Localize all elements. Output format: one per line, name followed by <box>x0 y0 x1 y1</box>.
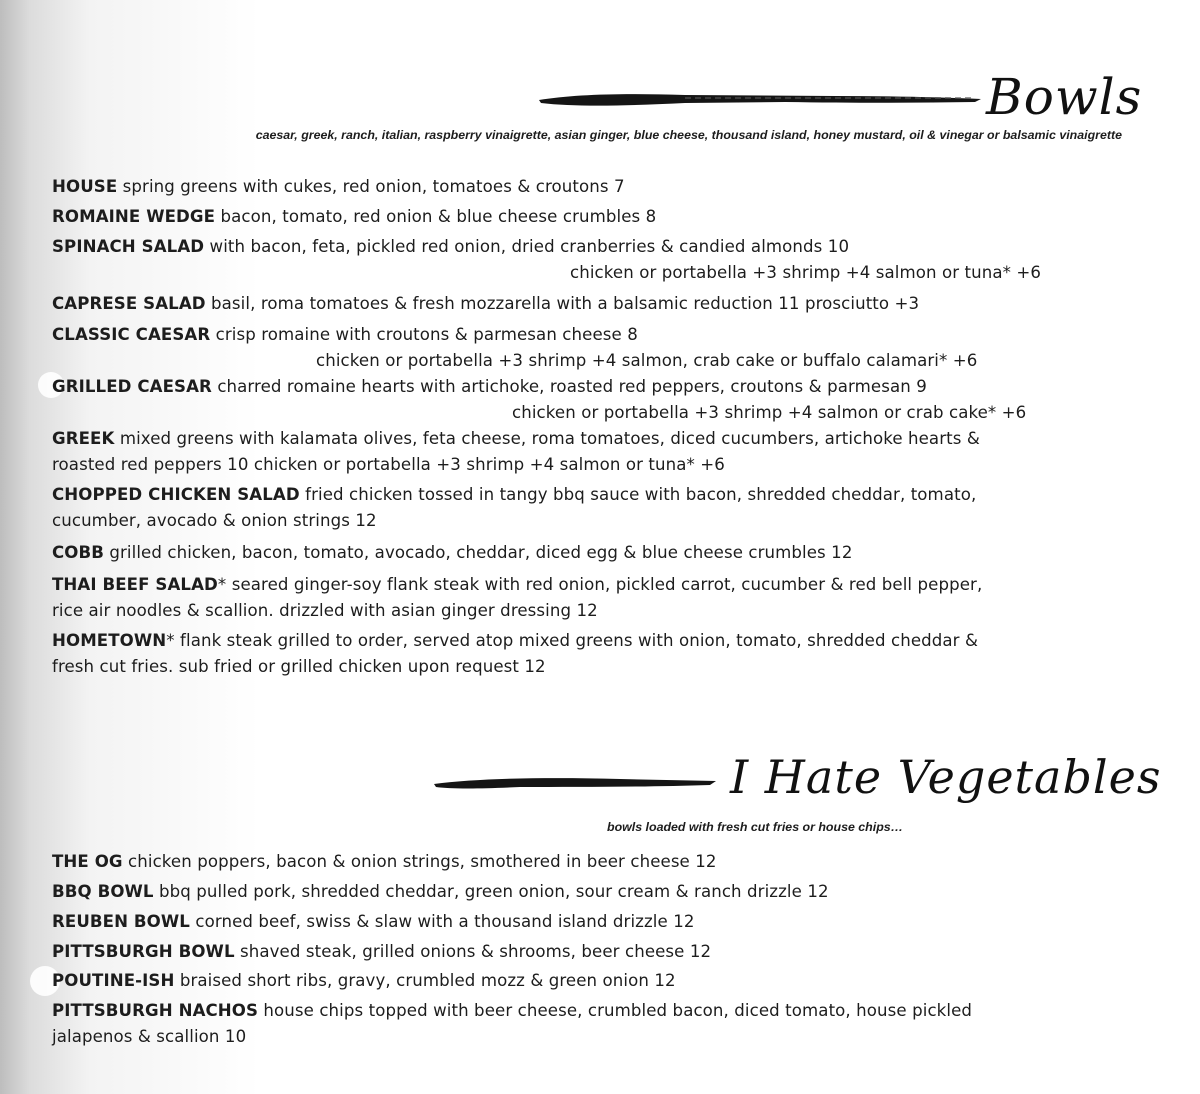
menu-item <box>52 428 980 450</box>
menu-item <box>52 941 711 963</box>
item-description: fried chicken tossed in tangy bbq sauce with bacon, shredded cheddar, tomato, <box>305 485 977 504</box>
item-name: ROMAINE WEDGE <box>52 207 216 226</box>
menu-item <box>52 911 695 933</box>
menu-item <box>52 970 676 992</box>
brush-stroke-divider <box>535 86 985 112</box>
item-name: HOMETOWN <box>52 631 167 650</box>
item-description: bbq pulled pork, shredded cheddar, green onion, sour cream & ranch drizzle 12 <box>159 882 829 901</box>
menu-item <box>52 376 927 398</box>
item-description: crisp romaine with croutons & parmesan cheese 8 <box>215 325 638 344</box>
item-description: bacon, tomato, red onion & blue cheese crumbles 8 <box>220 207 657 226</box>
item-description: chicken poppers, bacon & onion strings, smothered in beer cheese 12 <box>128 852 717 871</box>
item-name: CLASSIC CAESAR <box>52 325 211 344</box>
item-name: PITTSBURGH NACHOS <box>52 1001 259 1020</box>
item-description-cont: roasted red peppers 10 chicken or portabella +3 shrimp +4 salmon or tuna* +6 <box>52 455 725 474</box>
item-addons: chicken or portabella +3 shrimp +4 salmon, crab cake or buffalo calamari* +6 <box>316 351 978 370</box>
item-description: basil, roma tomatoes & fresh mozzarella with a balsamic reduction 11 prosciutto +3 <box>211 294 920 313</box>
item-name: POUTINE-ISH <box>52 971 175 990</box>
item-name: THE OG <box>52 852 123 871</box>
item-name: SPINACH SALAD <box>52 237 205 256</box>
menu-item <box>52 574 982 596</box>
item-description: mixed greens with kalamata olives, feta cheese, roma tomatoes, diced cucumbers, artichoke hearts & <box>119 429 980 448</box>
dressing-list: caesar, greek, ranch, italian, raspberry vinaigrette, asian ginger, blue cheese, thousand island, honey mustard, oil & vinegar or balsamic vinaigrette <box>255 128 1122 142</box>
item-description-cont: rice air noodles & scallion. drizzled with asian ginger dressing 12 <box>52 601 598 620</box>
menu-item <box>52 293 919 315</box>
item-description: spring greens with cukes, red onion, tomatoes & croutons 7 <box>122 177 625 196</box>
item-description: corned beef, swiss & slaw with a thousand island drizzle 12 <box>195 912 695 931</box>
item-addons: chicken or portabella +3 shrimp +4 salmon or crab cake* +6 <box>512 403 1027 422</box>
menu-item <box>52 851 717 873</box>
item-name: COBB <box>52 543 104 562</box>
item-name: BBQ BOWL <box>52 882 154 901</box>
item-name: REUBEN BOWL <box>52 912 190 931</box>
item-name: CAPRESE SALAD <box>52 294 206 313</box>
item-description: * flank steak grilled to order, served atop mixed greens with onion, tomato, shredded cheddar & <box>166 631 979 650</box>
item-description: house chips topped with beer cheese, crumbled bacon, diced tomato, house pickled <box>258 1001 973 1020</box>
item-name: HOUSE <box>52 177 118 196</box>
bowls-title: Bowls <box>986 68 1143 126</box>
item-description-cont: cucumber, avocado & onion strings 12 <box>52 511 377 530</box>
menu-item <box>52 176 625 198</box>
item-name: PITTSBURGH BOWL <box>52 942 235 961</box>
item-description-cont: fresh cut fries. sub fried or grilled chicken upon request 12 <box>52 657 546 676</box>
item-description: grilled chicken, bacon, tomato, avocado, cheddar, diced egg & blue cheese crumbles 12 <box>109 543 853 562</box>
item-description-cont: jalapenos & scallion 10 <box>52 1027 247 1046</box>
menu-item <box>52 324 638 346</box>
menu-item <box>52 1000 972 1022</box>
item-addons: chicken or portabella +3 shrimp +4 salmon or tuna* +6 <box>570 263 1042 282</box>
vegetables-title: I Hate Vegetables <box>730 750 1162 804</box>
item-description: charred romaine hearts with artichoke, roasted red peppers, croutons & parmesan 9 <box>217 377 927 396</box>
item-description: * seared ginger-soy flank steak with red onion, pickled carrot, cucumber & red bell pepper, <box>217 575 983 594</box>
menu-item <box>52 542 853 564</box>
item-description: with bacon, feta, pickled red onion, dried cranberries & candied almonds 10 <box>209 237 850 256</box>
menu-item <box>52 881 829 903</box>
item-description: braised short ribs, gravy, crumbled mozz & green onion 12 <box>174 971 676 990</box>
item-name: GREEK <box>52 429 115 448</box>
item-name: CHOPPED CHICKEN SALAD <box>52 485 300 504</box>
item-name: THAI BEEF SALAD <box>52 575 218 594</box>
menu-item <box>52 236 849 258</box>
menu-item <box>52 484 976 506</box>
menu-item <box>52 630 978 652</box>
brush-stroke-divider <box>430 770 720 796</box>
menu-item <box>52 206 656 228</box>
item-description: shaved steak, grilled onions & shrooms, beer cheese 12 <box>240 942 712 961</box>
vegetables-subtitle: bowls loaded with fresh cut fries or house chips… <box>607 820 904 834</box>
item-name: GRILLED CAESAR <box>52 377 212 396</box>
